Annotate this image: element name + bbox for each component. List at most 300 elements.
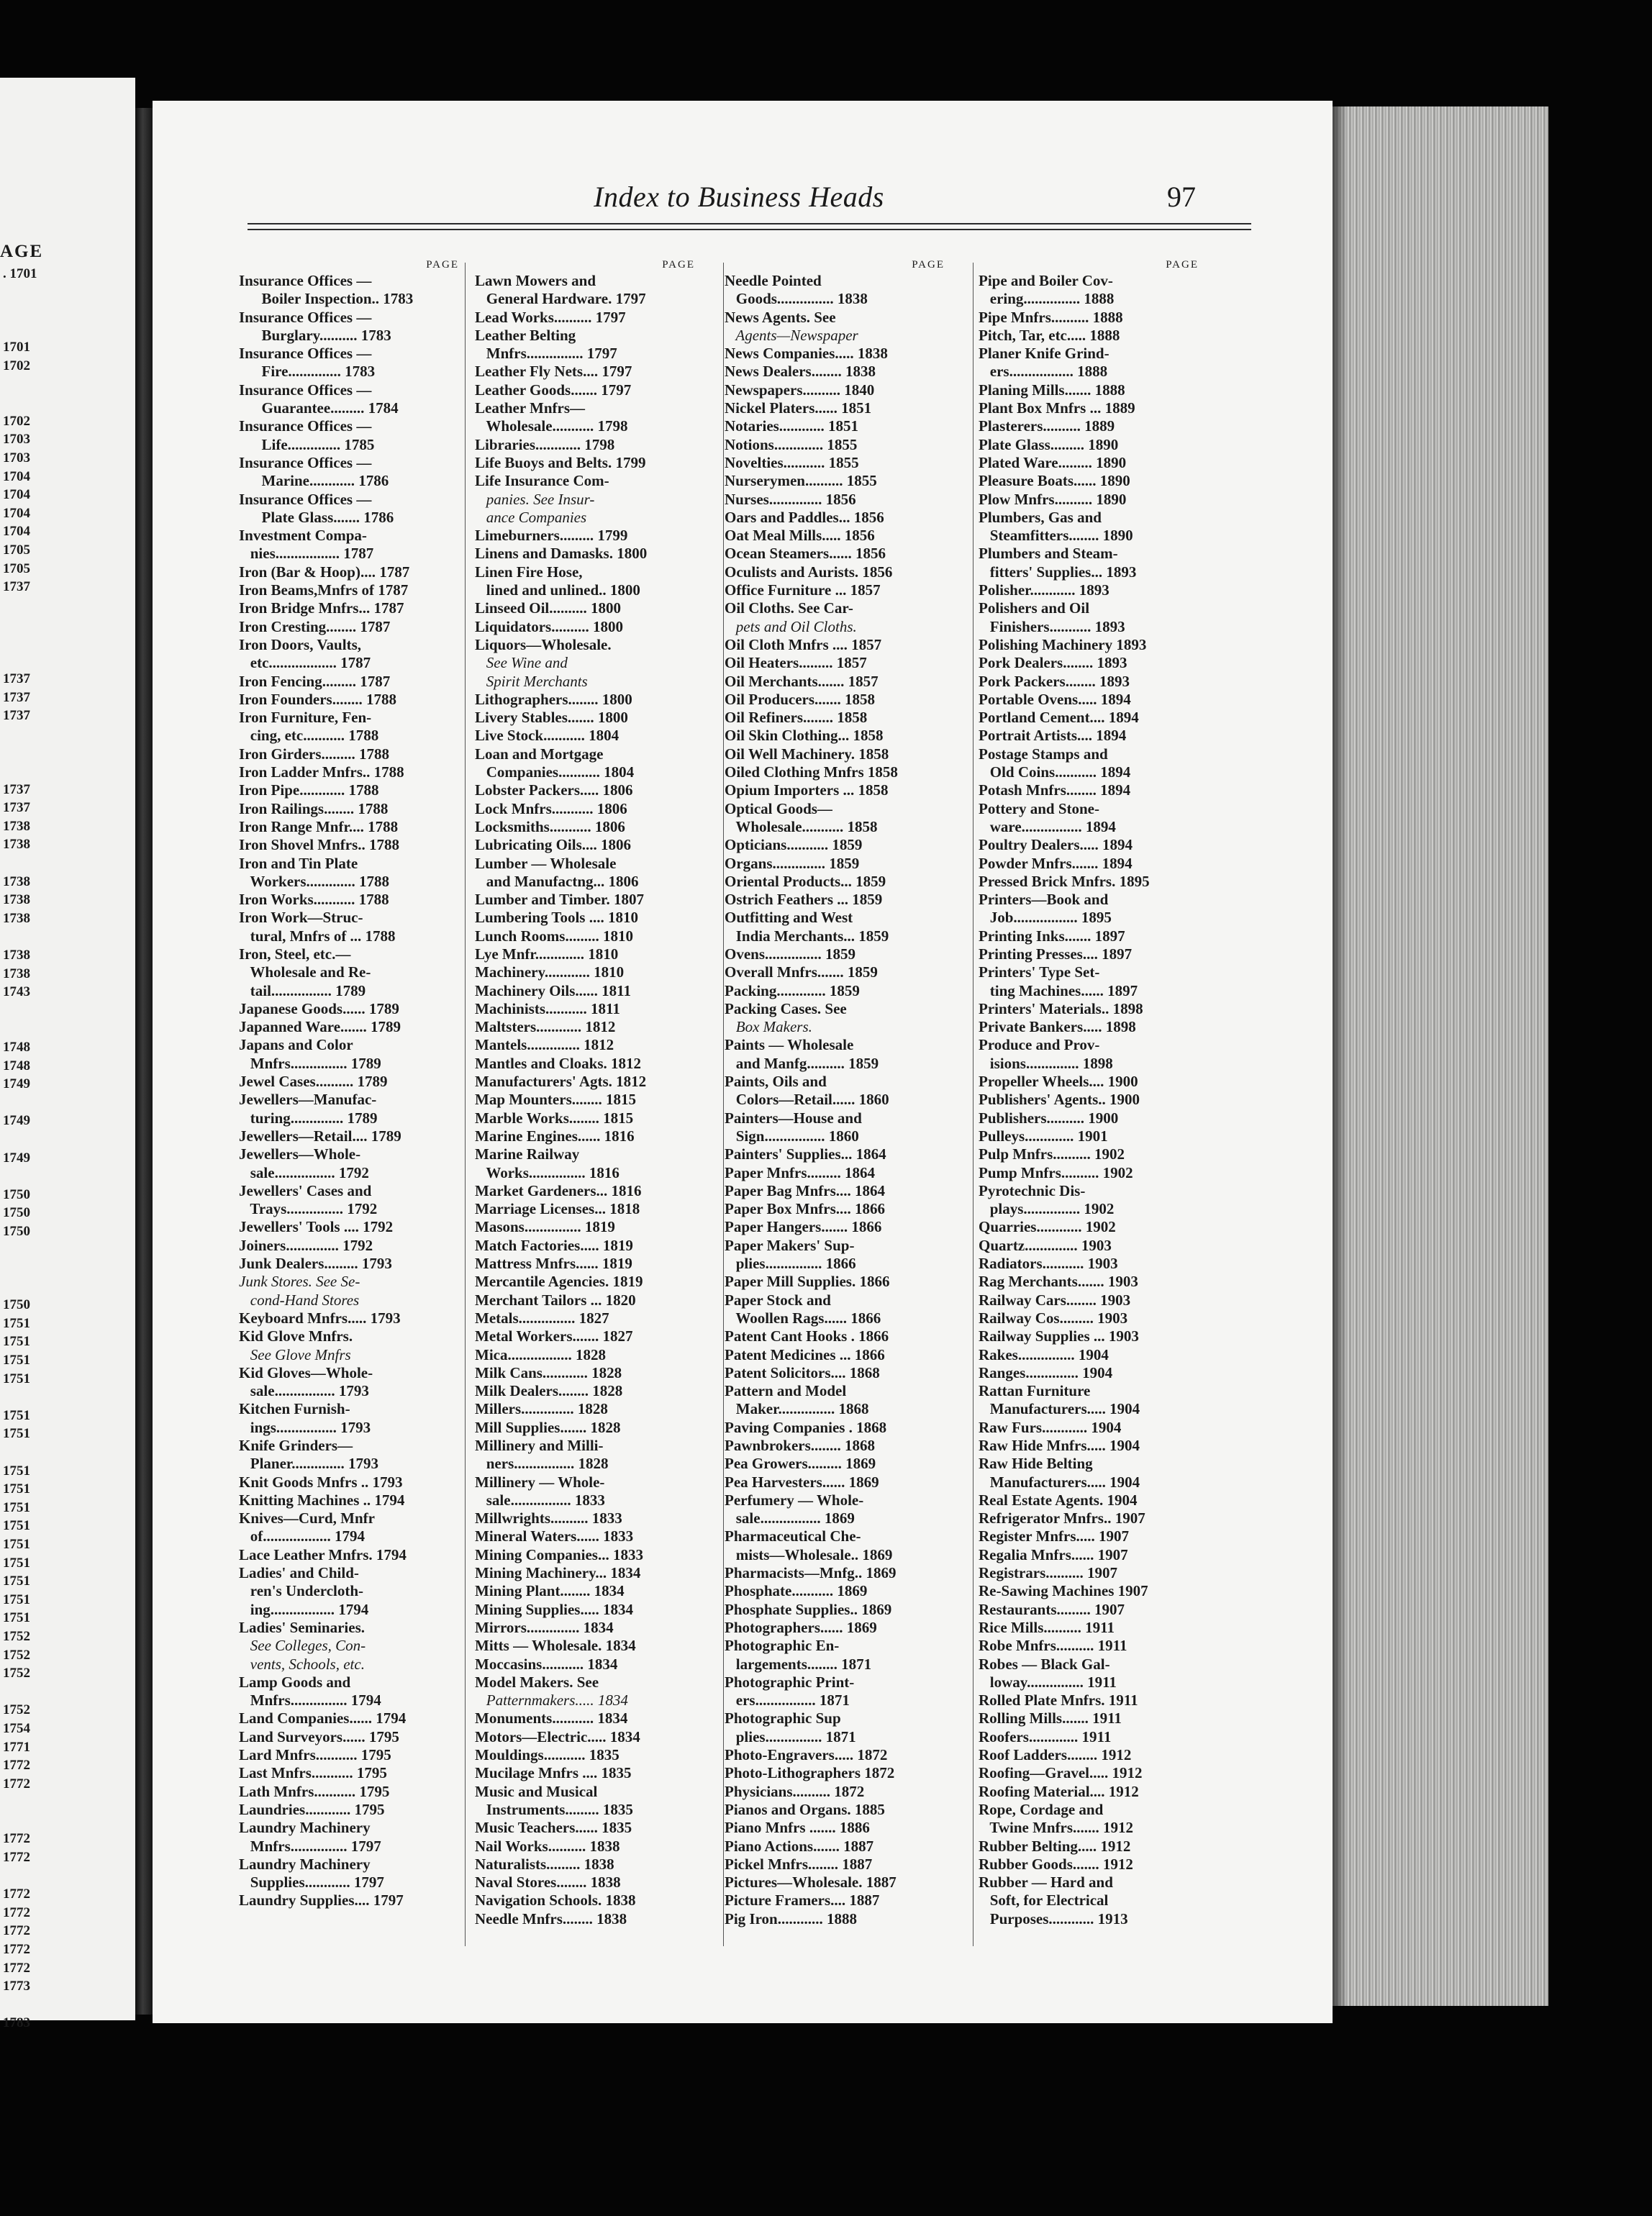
index-entry: Lobster Packers..... 1806: [475, 781, 633, 799]
facing-page-number: 1772: [3, 1776, 30, 1792]
index-entry: Registrars.......... 1907: [979, 1564, 1118, 1582]
facing-page-number: [3, 1388, 135, 1407]
index-entry: Ladies' and Child-: [239, 1564, 359, 1582]
index-entry: Life Insurance Com-: [475, 472, 609, 490]
index-entry: Millinery and Milli-: [475, 1437, 604, 1454]
index-entry: Keyboard Mnfrs..... 1793: [239, 1309, 401, 1327]
index-entry: Works............... 1816: [475, 1163, 620, 1181]
index-entry: Guarantee......... 1784: [239, 399, 399, 417]
facing-page-number: 1749: [3, 1076, 30, 1092]
index-entry: Photo-Lithographers 1872: [725, 1764, 895, 1782]
index-entry: Pork Packers........ 1893: [979, 672, 1130, 690]
index-entry: Railway Cars........ 1903: [979, 1291, 1131, 1309]
index-entry: Mineral Waters...... 1833: [475, 1527, 634, 1545]
facing-page-number: 1752: [3, 1628, 30, 1644]
facing-page-number: 1752: [3, 1647, 30, 1663]
index-entry: Investment Compa-: [239, 527, 367, 545]
index-entry: Marble Works........ 1815: [475, 1109, 634, 1127]
facing-page-number: [3, 1240, 135, 1259]
index-entry: Lead Works.......... 1797: [475, 308, 626, 326]
index-entry: Millers.............. 1828: [475, 1400, 608, 1418]
index-entry: Oil Heaters......... 1857: [725, 654, 867, 672]
facing-page-number: [3, 1130, 135, 1149]
index-entry: Trays............... 1792: [239, 1200, 378, 1218]
index-entry: Paper Mnfrs......... 1864: [725, 1163, 876, 1181]
index-entry: Knitting Machines .. 1794: [239, 1491, 405, 1509]
index-entry: Nurses.............. 1856: [725, 490, 856, 508]
index-entry: News Companies..... 1838: [725, 345, 888, 363]
index-entry: Overall Mnfrs....... 1859: [725, 963, 878, 981]
index-entry: pets and Oil Cloths.: [725, 617, 857, 635]
index-entry: Navigation Schools. 1838: [475, 1892, 636, 1910]
index-entry: Oiled Clothing Mnfrs 1858: [725, 763, 898, 781]
index-entry: Limeburners......... 1799: [475, 527, 628, 545]
index-entry: Photo-Engravers..... 1872: [725, 1746, 888, 1764]
index-entry: Leather Mnfrs—: [475, 399, 585, 417]
facing-page-number: 1772: [3, 1904, 30, 1920]
index-entry: Plumbers and Steam-: [979, 545, 1118, 563]
index-entry: Machinists........... 1811: [475, 999, 620, 1017]
index-entry: Iron Works........... 1788: [239, 891, 389, 909]
index-entry: Iron and Tin Plate: [239, 854, 358, 872]
facing-page-number: 1749: [3, 1113, 30, 1129]
index-entry: Purposes............ 1913: [979, 1910, 1128, 1927]
facing-page-number: 1750: [3, 1297, 30, 1313]
facing-page-number: [3, 301, 135, 320]
index-entry: Nail Works.......... 1838: [475, 1837, 620, 1855]
index-entry: Portland Cement.... 1894: [979, 709, 1139, 727]
index-entry: Roofing—Gravel..... 1912: [979, 1764, 1143, 1782]
index-entry: Private Bankers..... 1898: [979, 1018, 1136, 1036]
index-entry: Paper Hangers....... 1866: [725, 1218, 882, 1236]
index-entry: Jewellers' Tools .... 1792: [239, 1218, 394, 1236]
facing-page-number: 1751: [3, 1555, 30, 1571]
facing-page-number: [3, 651, 135, 670]
index-entry: Naturalists......... 1838: [475, 1855, 614, 1873]
index-entry: Plate Glass....... 1786: [239, 508, 394, 526]
index-entry: Mouldings........... 1835: [475, 1746, 620, 1764]
index-entry: of.................. 1794: [239, 1527, 365, 1545]
index-entry: Pickel Mnfrs........ 1887: [725, 1855, 873, 1873]
index-entry: Wholesale and Re-: [239, 963, 371, 981]
index-entry: Millinery — Whole-: [475, 1473, 605, 1491]
index-entry: Leather Belting: [475, 326, 576, 344]
index-entry: Woollen Rags...... 1866: [725, 1309, 881, 1327]
index-entry: Monuments........... 1834: [475, 1709, 628, 1727]
facing-page-number: 1772: [3, 1960, 30, 1976]
index-entry: ing................. 1794: [239, 1600, 369, 1618]
index-entry: ers................ 1871: [725, 1691, 850, 1709]
index-entry: Mining Supplies..... 1834: [475, 1600, 633, 1618]
index-entry: Joiners.............. 1792: [239, 1236, 373, 1254]
index-entry: Pitch, Tar, etc..... 1888: [979, 326, 1120, 344]
index-entry: Regalia Mnfrs...... 1907: [979, 1545, 1128, 1563]
index-entry: Nurserymen.......... 1855: [725, 472, 877, 490]
index-column-1: [239, 258, 462, 1910]
header-rule: [248, 223, 1251, 224]
facing-page-fragment: [0, 78, 135, 2031]
index-entry: Knit Goods Mnfrs .. 1793: [239, 1473, 403, 1491]
index-entry: Iron Shovel Mnfrs.. 1788: [239, 836, 400, 854]
index-entry: Pipe Mnfrs.......... 1888: [979, 308, 1123, 326]
facing-page-number: 1771: [3, 1739, 30, 1755]
index-entry: Mirrors.............. 1834: [475, 1618, 614, 1636]
index-entry: ering............... 1888: [979, 290, 1115, 308]
index-entry: Piano Mnfrs ....... 1886: [725, 1819, 870, 1837]
index-entry: Notaries............ 1851: [725, 417, 859, 435]
index-entry: Oil Cloth Mnfrs .... 1857: [725, 635, 882, 653]
index-entry: Iron Bridge Mnfrs... 1787: [239, 599, 404, 617]
index-entry: sale................ 1833: [475, 1491, 605, 1509]
index-entry: Lubricating Oils.... 1806: [475, 836, 632, 854]
index-entry: Ovens............... 1859: [725, 945, 856, 963]
facing-page-number: 1751: [3, 1371, 30, 1386]
facing-page-number: 1702: [3, 413, 30, 429]
index-entry: Patent Cant Hooks . 1866: [725, 1327, 889, 1345]
index-entry: Pharmacists—Mnfg.. 1869: [725, 1564, 897, 1582]
index-entry: Pork Dealers........ 1893: [979, 654, 1127, 672]
facing-page-number: [3, 1278, 135, 1297]
facing-page-number: [3, 1996, 135, 2015]
facing-page-number: [3, 283, 135, 302]
facing-page-number: 1751: [3, 1610, 30, 1626]
index-entry: Laundry Supplies.... 1797: [239, 1892, 404, 1910]
index-entry: Jewellers' Cases and: [239, 1181, 372, 1199]
index-entry: Iron Beams,Mnfrs of 1787: [239, 581, 409, 599]
index-entry: Plumbers, Gas and: [979, 508, 1102, 526]
facing-page-number: 1703: [3, 432, 30, 448]
index-entry: Leather Goods....... 1797: [475, 381, 632, 399]
facing-page-number: 1705: [3, 560, 30, 576]
index-entry: Phosphate........... 1869: [725, 1582, 868, 1600]
index-entry: Oil Refiners........ 1858: [725, 709, 868, 727]
index-entry: Mica................. 1828: [475, 1345, 606, 1363]
index-entry: Pyrotechnic Dis-: [979, 1181, 1086, 1199]
facing-page-number: [3, 320, 135, 339]
index-entry: Iron (Bar & Hoop).... 1787: [239, 563, 410, 581]
facing-page-heading: AGE: [0, 242, 44, 261]
index-entry: Railway Cos......... 1903: [979, 1309, 1128, 1327]
facing-page-number: 1701: [3, 340, 30, 355]
facing-page-number: [3, 1167, 135, 1186]
index-entry: Mnfrs............... 1797: [475, 345, 617, 363]
facing-page-number: 1772: [3, 1850, 30, 1866]
index-entry: Map Mounters........ 1815: [475, 1091, 636, 1109]
index-entry: Raw Hide Mnfrs..... 1904: [979, 1437, 1140, 1454]
index-entry: largements........ 1871: [725, 1655, 872, 1673]
index-entry: Insurance Offices —: [239, 453, 372, 471]
index-entry: turing.............. 1789: [239, 1109, 378, 1127]
index-entry: Pump Mnfrs.......... 1902: [979, 1163, 1133, 1181]
facing-page-number: [3, 1793, 135, 1812]
index-entry: Paints — Wholesale: [725, 1036, 854, 1054]
index-entry: Iron Railings........ 1788: [239, 799, 389, 817]
index-entry: Life Buoys and Belts. 1799: [475, 453, 646, 471]
facing-page-number: 1737: [3, 708, 30, 724]
header-rule-double: [248, 229, 1251, 230]
index-entry: Roof Ladders........ 1912: [979, 1746, 1132, 1764]
facing-page-number: 1751: [3, 1463, 30, 1479]
index-entry: Knives—Curd, Mnfr: [239, 1509, 375, 1527]
index-entry: Loan and Mortgage: [475, 745, 604, 763]
index-entry: sale................ 1869: [725, 1509, 855, 1527]
facing-page-number: [3, 1443, 135, 1462]
index-entry: Rubber Goods....... 1912: [979, 1855, 1133, 1873]
index-entry: Opticians........... 1859: [725, 836, 863, 854]
facing-page-number: 1773: [3, 1979, 30, 1994]
index-entry: Linseed Oil.......... 1800: [475, 599, 622, 617]
facing-page-number: [3, 1683, 135, 1702]
index-entry: Patternmakers..... 1834: [475, 1691, 628, 1709]
facing-page-number: [3, 1002, 135, 1020]
facing-page-number: 1737: [3, 781, 30, 797]
index-entry: Marriage Licenses... 1818: [475, 1200, 640, 1218]
facing-page-number: 1738: [3, 818, 30, 834]
index-entry: Lye Mnfr............. 1810: [475, 945, 619, 963]
index-entry: Naval Stores........ 1838: [475, 1874, 621, 1892]
index-entry: Japanned Ware....... 1789: [239, 1018, 401, 1036]
index-entry: Oil Cloths. See Car-: [725, 599, 853, 617]
index-entry: Boiler Inspection.. 1783: [239, 290, 414, 308]
facing-page-number: 1772: [3, 1942, 30, 1958]
index-entry: Insurance Offices —: [239, 272, 372, 289]
facing-page-number: 1704: [3, 468, 30, 484]
index-entry: Jewel Cases.......... 1789: [239, 1073, 388, 1091]
book-gutter: [135, 108, 154, 2015]
index-entry: Twine Mnfrs....... 1912: [979, 1819, 1134, 1837]
facing-page-number: 1748: [3, 1039, 30, 1055]
index-entry: Printing Presses.... 1897: [979, 945, 1133, 963]
index-entry: ting Machines...... 1897: [979, 981, 1138, 999]
facing-page-number: [3, 762, 135, 781]
index-entry: Iron Girders......... 1788: [239, 745, 390, 763]
index-entry: etc.................. 1787: [239, 654, 371, 672]
index-entry: Rolling Mills....... 1911: [979, 1709, 1122, 1727]
index-entry: Lumbering Tools .... 1810: [475, 909, 638, 927]
index-entry: Wholesale........... 1798: [475, 417, 628, 435]
index-entry: Knife Grinders—: [239, 1437, 353, 1454]
index-entry: Iron Doors, Vaults,: [239, 635, 361, 653]
index-entry: Paper Mill Supplies. 1866: [725, 1273, 890, 1291]
facing-page-number: 1703: [3, 450, 30, 466]
facing-page-number: 1738: [3, 966, 30, 981]
index-entry: ren's Undercloth-: [239, 1582, 364, 1600]
index-entry: Phosphate Supplies.. 1869: [725, 1600, 892, 1618]
index-entry: Printers' Type Set-: [979, 963, 1100, 981]
index-entry: Goods............... 1838: [725, 290, 868, 308]
facing-page-number: [3, 743, 135, 762]
index-entry: Linens and Damasks. 1800: [475, 545, 648, 563]
facing-page-number: 1751: [3, 1315, 30, 1331]
column-divider: [723, 263, 724, 1946]
index-entry: Kid Gloves—Whole-: [239, 1363, 373, 1381]
index-entry: Pleasure Boats...... 1890: [979, 472, 1130, 490]
index-entry: Insurance Offices —: [239, 417, 372, 435]
index-entry: Rakes............... 1904: [979, 1345, 1109, 1363]
index-entry: tural, Mnfrs of ... 1788: [239, 927, 396, 945]
index-entry: Kitchen Furnish-: [239, 1400, 350, 1418]
index-entry: ance Companies: [475, 508, 587, 526]
facing-page-number: 1751: [3, 1574, 30, 1589]
index-entry: Pulp Mnfrs.......... 1902: [979, 1145, 1125, 1163]
index-entry: Mitts — Wholesale. 1834: [475, 1637, 636, 1655]
facing-page-number: 1704: [3, 524, 30, 540]
index-entry: Insurance Offices —: [239, 308, 372, 326]
index-entry: Polishing Machinery 1893: [979, 635, 1147, 653]
facing-page-number: . 1701: [3, 266, 37, 281]
index-entry: Lumber and Timber. 1807: [475, 891, 644, 909]
index-entry: Polishers and Oil: [979, 599, 1090, 617]
index-entry: Lamp Goods and: [239, 1673, 351, 1691]
index-entry: Mnfrs............... 1797: [239, 1837, 381, 1855]
facing-page-number: 1738: [3, 910, 30, 926]
index-entry: Needle Mnfrs........ 1838: [475, 1910, 627, 1927]
index-entry: Laundries............ 1795: [239, 1800, 385, 1818]
index-entry: Plate Glass......... 1890: [979, 435, 1119, 453]
index-entry: Polisher............ 1893: [979, 581, 1109, 599]
column-divider: [465, 263, 466, 1946]
index-entry: Office Furniture ... 1857: [725, 581, 881, 599]
index-entry: Jewellers—Manufac-: [239, 1091, 377, 1109]
facing-page-number: [3, 725, 135, 744]
index-column-3: [725, 258, 948, 1928]
index-entry: Optical Goods—: [725, 799, 832, 817]
index-entry: Locksmiths........... 1806: [475, 817, 625, 835]
index-entry: See Colleges, Con-: [239, 1637, 366, 1655]
index-entry: Paper Bag Mnfrs.... 1864: [725, 1181, 886, 1199]
index-entry: Lumber — Wholesale: [475, 854, 617, 872]
index-entry: Mill Supplies....... 1828: [475, 1418, 621, 1436]
index-entry: Milk Dealers........ 1828: [475, 1382, 623, 1400]
index-entry: Plated Ware......... 1890: [979, 453, 1127, 471]
index-entry: mists—Wholesale.. 1869: [725, 1545, 893, 1563]
index-entry: Newspapers.......... 1840: [725, 381, 875, 399]
index-entry: Match Factories..... 1819: [475, 1236, 633, 1254]
index-entry: Poultry Dealers..... 1894: [979, 836, 1133, 854]
facing-page-number: 1751: [3, 1499, 30, 1515]
index-entry: Mnfrs............... 1794: [239, 1691, 381, 1709]
facing-page-page-numbers: [3, 265, 135, 2033]
index-entry: cing, etc........... 1788: [239, 727, 379, 745]
column-page-label: PAGE: [662, 259, 695, 271]
facing-page-number: [3, 927, 135, 946]
index-entry: Publishers' Agents.. 1900: [979, 1091, 1140, 1109]
facing-page-number: 1704: [3, 505, 30, 521]
index-entry: loway............... 1911: [979, 1673, 1117, 1691]
index-entry: Pulleys............. 1901: [979, 1127, 1108, 1145]
facing-page-number: 1737: [3, 671, 30, 687]
index-entry: Mercantile Agencies. 1819: [475, 1273, 643, 1291]
book-page-edges: [1333, 106, 1548, 2006]
index-entry: Iron Range Mnfr.... 1788: [239, 817, 399, 835]
page-edge-shadow: [1333, 106, 1347, 2006]
index-entry: Publishers.......... 1900: [979, 1109, 1119, 1127]
index-entry: Planer.............. 1793: [239, 1455, 379, 1473]
index-entry: Insurance Offices —: [239, 381, 372, 399]
index-entry: Box Makers.: [725, 1018, 812, 1036]
index-page: [153, 101, 1333, 2023]
index-entry: Sign................ 1860: [725, 1127, 859, 1145]
facing-page-number: 1750: [3, 1186, 30, 1202]
index-entry: Iron Ladder Mnfrs.. 1788: [239, 763, 404, 781]
index-entry: Junk Stores. See Se-: [239, 1273, 360, 1291]
index-entry: India Merchants... 1859: [725, 927, 889, 945]
index-entry: vents, Schools, etc.: [239, 1655, 365, 1673]
facing-page-number: 1751: [3, 1536, 30, 1552]
index-entry: Libraries............ 1798: [475, 435, 615, 453]
index-entry: Manufacturers' Agts. 1812: [475, 1073, 647, 1091]
index-entry: Pea Harvesters...... 1869: [725, 1473, 879, 1491]
index-entry: Oculists and Aurists. 1856: [725, 563, 893, 581]
index-entry: sale................ 1793: [239, 1382, 369, 1400]
index-entry: Japans and Color: [239, 1036, 353, 1054]
index-entry: ers................. 1888: [979, 363, 1108, 381]
index-entry: Land Companies...... 1794: [239, 1709, 407, 1727]
index-entry: Steamfitters........ 1890: [979, 527, 1133, 545]
index-entry: Ladies' Seminaries.: [239, 1618, 366, 1636]
index-entry: Rope, Cordage and: [979, 1800, 1104, 1818]
facing-page-number: 1738: [3, 837, 30, 853]
facing-page-number: [3, 1094, 135, 1112]
facing-page-number: 1751: [3, 1407, 30, 1423]
index-entry: News Agents. See: [725, 308, 836, 326]
page-number: 97: [1167, 181, 1196, 213]
index-entry: Iron, Steel, etc.—: [239, 945, 351, 963]
index-entry: Ranges.............. 1904: [979, 1363, 1113, 1381]
index-entry: Register Mnfrs..... 1907: [979, 1527, 1129, 1545]
facing-page-number: 1752: [3, 1666, 30, 1681]
facing-page-number: 1783: [3, 2015, 30, 2031]
index-entry: Linen Fire Hose,: [475, 563, 583, 581]
index-entry: Rubber Belting..... 1912: [979, 1837, 1131, 1855]
page-title: Index to Business Heads: [594, 181, 884, 213]
index-entry: Notions............. 1855: [725, 435, 858, 453]
facing-page-number: 1772: [3, 1923, 30, 1939]
index-entry: Restaurants......... 1907: [979, 1600, 1125, 1618]
index-entry: Rattan Furniture: [979, 1382, 1091, 1400]
index-entry: Raw Furs............ 1904: [979, 1418, 1122, 1436]
facing-page-number: 1737: [3, 800, 30, 816]
index-entry: Picture Framers.... 1887: [725, 1892, 880, 1910]
index-entry: Moccasins........... 1834: [475, 1655, 618, 1673]
index-entry: Junk Dealers......... 1793: [239, 1255, 392, 1273]
index-entry: lined and unlined.. 1800: [475, 581, 640, 599]
index-entry: ware................ 1894: [979, 817, 1116, 835]
index-entry: Mining Companies... 1833: [475, 1545, 643, 1563]
index-entry: See Glove Mnfrs: [239, 1345, 351, 1363]
index-entry: Laundry Machinery: [239, 1819, 371, 1837]
index-entry: Model Makers. See: [475, 1673, 599, 1691]
index-entry: Colors—Retail...... 1860: [725, 1091, 889, 1109]
index-entry: Livery Stables....... 1800: [475, 709, 628, 727]
index-entry: Rolled Plate Mnfrs. 1911: [979, 1691, 1138, 1709]
index-entry: Rice Mills.......... 1911: [979, 1618, 1115, 1636]
facing-page-number: 1702: [3, 358, 30, 373]
index-entry: Live Stock........... 1804: [475, 727, 620, 745]
facing-page-number: [3, 1812, 135, 1830]
index-entry: Opium Importers ... 1858: [725, 781, 889, 799]
index-entry: Photographic En-: [725, 1637, 840, 1655]
index-entry: Lace Leather Mnfrs. 1794: [239, 1545, 407, 1563]
index-entry: Maker............... 1868: [725, 1400, 869, 1418]
index-entry: tail................ 1789: [239, 981, 366, 999]
index-entry: Lunch Rooms......... 1810: [475, 927, 633, 945]
index-entry: Potash Mnfrs........ 1894: [979, 781, 1131, 799]
index-entry: Mantles and Cloaks. 1812: [475, 1054, 642, 1072]
index-entry: plies............... 1866: [725, 1255, 856, 1273]
index-entry: Soft, for Electrical: [979, 1892, 1109, 1910]
facing-page-number: 1748: [3, 1058, 30, 1073]
